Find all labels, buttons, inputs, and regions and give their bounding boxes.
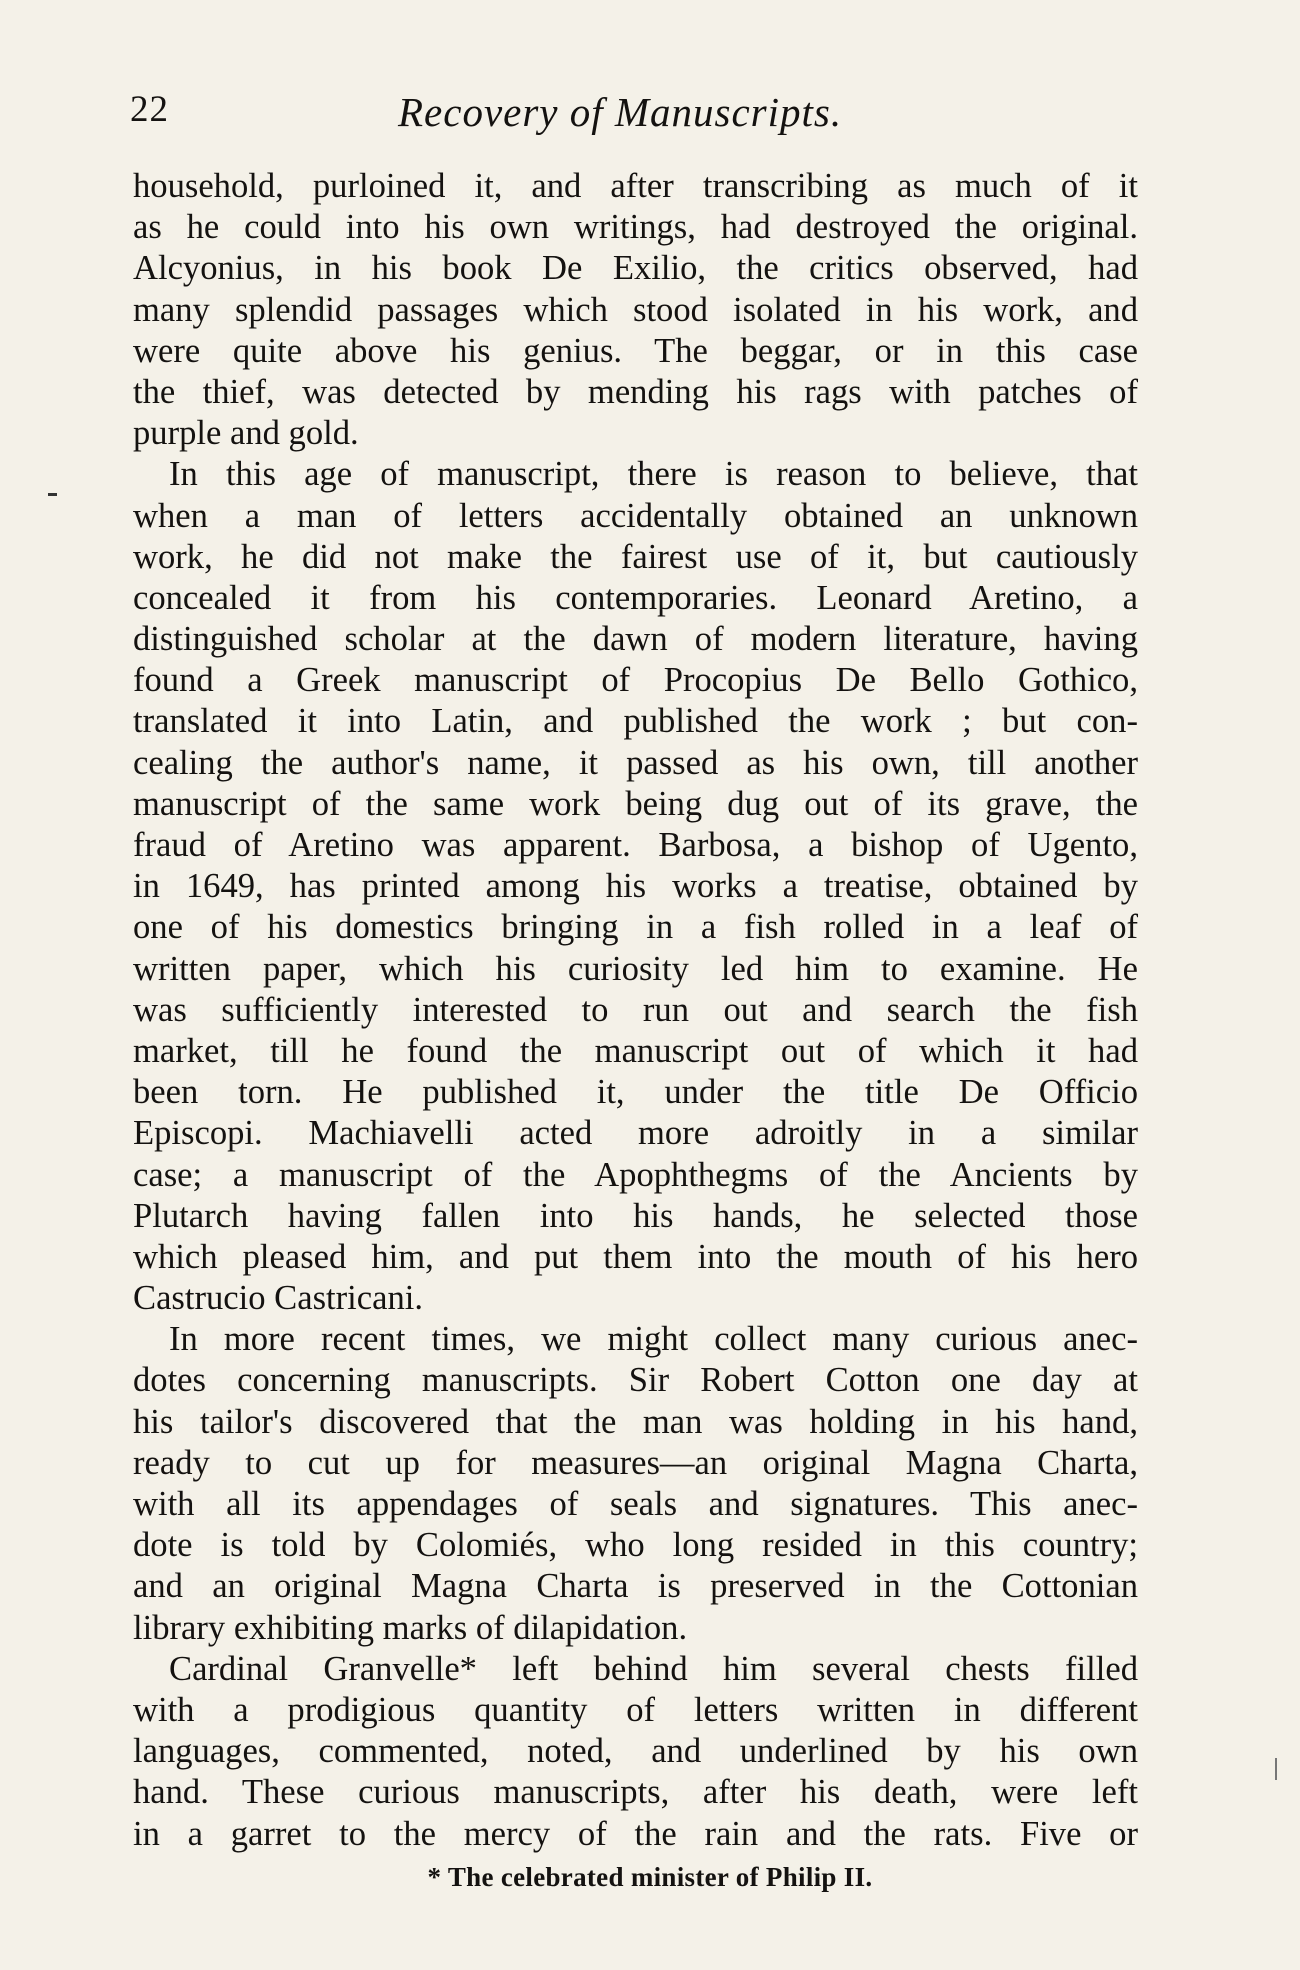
text-line: when a man of letters accidentally obtained an unknown <box>133 496 1138 535</box>
text-line: fraud of Aretino was apparent. Barbosa, a bishop of Ugento, <box>133 826 1138 864</box>
text-line: was sufficiently interested to run out and search the fish <box>133 990 1138 1029</box>
text-line: work, he did not make the fairest use of it, but cautiously <box>133 537 1138 576</box>
text-line: dotes concerning manuscripts. Sir Robert Cotton one day at <box>133 1361 1138 1400</box>
text-line: Plutarch having fallen into his hands, he selected those <box>133 1196 1138 1235</box>
text-line: Alcyonius, in his book De Exilio, the critics observed, had <box>133 249 1138 288</box>
text-line: dote is told by Colomiés, who long resided in this country; <box>133 1526 1138 1565</box>
text-line: purple and gold. <box>133 414 359 453</box>
running-title: Recovery of Manuscripts. <box>398 89 843 135</box>
text-line: market, till he found the manuscript out of which it had <box>133 1031 1138 1070</box>
text-line: were quite above his genius. The beggar, or in this case <box>133 331 1138 370</box>
text-line: hand. These curious manuscripts, after his death, were left <box>133 1773 1138 1812</box>
text-line: Cardinal Granvelle* left behind him several chests filled <box>169 1649 1138 1688</box>
text-line: his tailor's discovered that the man was holding in his hand, <box>133 1402 1138 1441</box>
text-line: distinguished scholar at the dawn of modern literature, having <box>133 620 1138 659</box>
text-line: In this age of manuscript, there is reason to believe, that <box>169 455 1138 494</box>
text-line: written paper, which his curiosity led him to examine. He <box>133 949 1138 988</box>
running-head <box>130 88 1135 138</box>
text-line: with all its appendages of seals and signatures. This anec- <box>133 1485 1138 1523</box>
text-line: and an original Magna Charta is preserved in the Cottonian <box>133 1567 1138 1606</box>
page-number: 22 <box>130 89 169 130</box>
text-line: in a garret to the mercy of the rain and the rats. Five or <box>133 1814 1138 1853</box>
text-line: In more recent times, we might collect many curious anec- <box>169 1320 1138 1359</box>
text-line: been torn. He published it, under the title De Officio <box>133 1073 1138 1112</box>
footnote: * The celebrated minister of Philip II. <box>427 1862 873 1892</box>
text-line: ready to cut up for measures—an original Magna Charta, <box>133 1443 1138 1482</box>
text-line: concealed it from his contemporaries. Leonard Aretino, a <box>133 578 1138 617</box>
text-line: the thief, was detected by mending his rags with patches of <box>133 372 1138 411</box>
text-line: case; a manuscript of the Apophthegms of the Ancients by <box>133 1155 1138 1194</box>
text-line: languages, commented, noted, and underlined by his own <box>133 1732 1138 1771</box>
text-line: many splendid passages which stood isolated in his work, and <box>133 290 1138 329</box>
text-line: household, purloined it, and after transcribing as much of it <box>133 167 1138 205</box>
text-line: one of his domestics bringing in a fish rolled in a leaf of <box>133 908 1138 947</box>
text-line: found a Greek manuscript of Procopius De Bello Gothico, <box>133 661 1138 700</box>
body-text <box>133 166 1138 1855</box>
text-line: which pleased him, and put them into the mouth of his hero <box>133 1237 1138 1276</box>
margin-tick <box>1275 1758 1277 1780</box>
text-line: manuscript of the same work being dug out of its grave, the <box>133 784 1138 823</box>
text-line: Episcopi. Machiavelli acted more adroitly in a similar <box>133 1114 1138 1153</box>
text-line: Castrucio Castricani. <box>133 1279 423 1318</box>
margin-mark <box>48 493 57 496</box>
text-line: translated it into Latin, and published the work ; but con- <box>133 702 1138 741</box>
text-line: with a prodigious quantity of letters written in different <box>133 1690 1138 1729</box>
text-line: cealing the author's name, it passed as his own, till another <box>133 743 1138 782</box>
text-line: in 1649, has printed among his works a treatise, obtained by <box>133 867 1138 906</box>
text-line: library exhibiting marks of dilapidation. <box>133 1608 688 1647</box>
text-line: as he could into his own writings, had destroyed the original. <box>133 208 1138 247</box>
